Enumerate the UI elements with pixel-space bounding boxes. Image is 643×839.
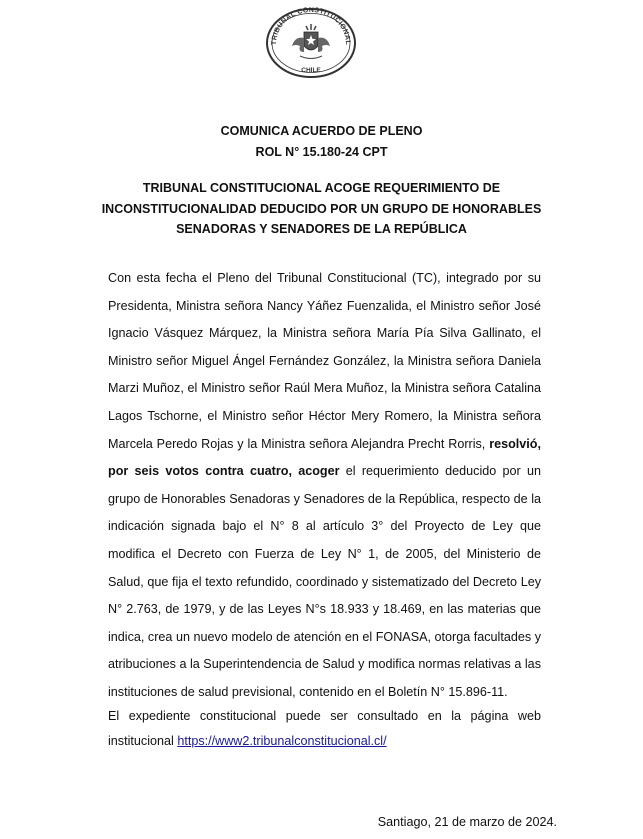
title-line-2: INCONSTITUCIONALIDAD DEDUCIDO POR UN GRUPO DE HONORABLES [101,201,542,216]
paragraph-1-text-a: Con esta fecha el Pleno del Tribunal Constitucional (TC), integrado por su Presidenta, Ministra señora Nancy Yáñez Fuenzalida, el Ministro señor José Ignacio Vásquez Márquez, la Ministra señora María Pía Silva Gallinato, el Ministro señor Miguel Ángel Fernández González, la Ministra señora Daniela Marzi Muñoz, el Ministro señor Raúl Mera Muñoz, la Ministra señora Catalina Lagos Tschorne, el Ministro señor Héctor Mery Romero, la Ministra señora Marcela Peredo Rojas y la Ministra señora Alejandra Precht Rorris, [108,271,541,451]
signature-date: Santiago, 21 de marzo de 2024. [377,815,557,829]
header-line-2: ROL N° 15.180-24 CPT [255,145,388,159]
paragraph-resolution [108,265,541,707]
paragraph-1-text-b: el requerimiento deducido por un grupo de Honorables Senadoras y Senadores de la República, respecto de la indicación signada bajo el N° 8 al artículo 3° del Proyecto de Ley que modifica el Decreto con Fuerza de Ley N° 1, de 2005, del Ministerio de Salud, que fija el texto refundido, coordinado y sistematizado del Decreto Ley N° 2.763, de 1979, y de las Leyes N°s 18.933 y 18.469, en las materias que indica, crea un nuevo modelo de atención en el FONASA, otorga facultades y atribuciones a la Superintendencia de Salud y modifica normas relativas a las instituciones de salud previsional, contenido en el Boletín N° 15.896-11. [108,464,541,699]
document-header [0,121,643,163]
seal-bottom-text: CHILE [301,67,321,74]
paragraph-1-bold: resolvió, por seis votos contra cuatro, acoger [108,436,541,479]
coat-of-arms-seal-icon [262,6,360,80]
seal-top-text: TRIBUNAL CONSTITUCIONAL [270,6,352,46]
tribunal-seal [262,6,360,80]
document-title [100,178,543,240]
header-line-1: COMUNICA ACUERDO DE PLENO [220,124,423,138]
title-line-1: TRIBUNAL CONSTITUCIONAL ACOGE REQUERIMIENTO DE [142,181,501,195]
title-line-3: SENADORAS Y SENADORES DE LA REPÚBLICA [176,222,467,236]
paragraph-2-text: El expediente constitucional puede ser consultado en la página web institucional [108,709,541,748]
tribunal-website-link[interactable]: https://www2.tribunalconstitucional.cl/ [177,733,387,748]
paragraph-expediente [108,704,541,753]
